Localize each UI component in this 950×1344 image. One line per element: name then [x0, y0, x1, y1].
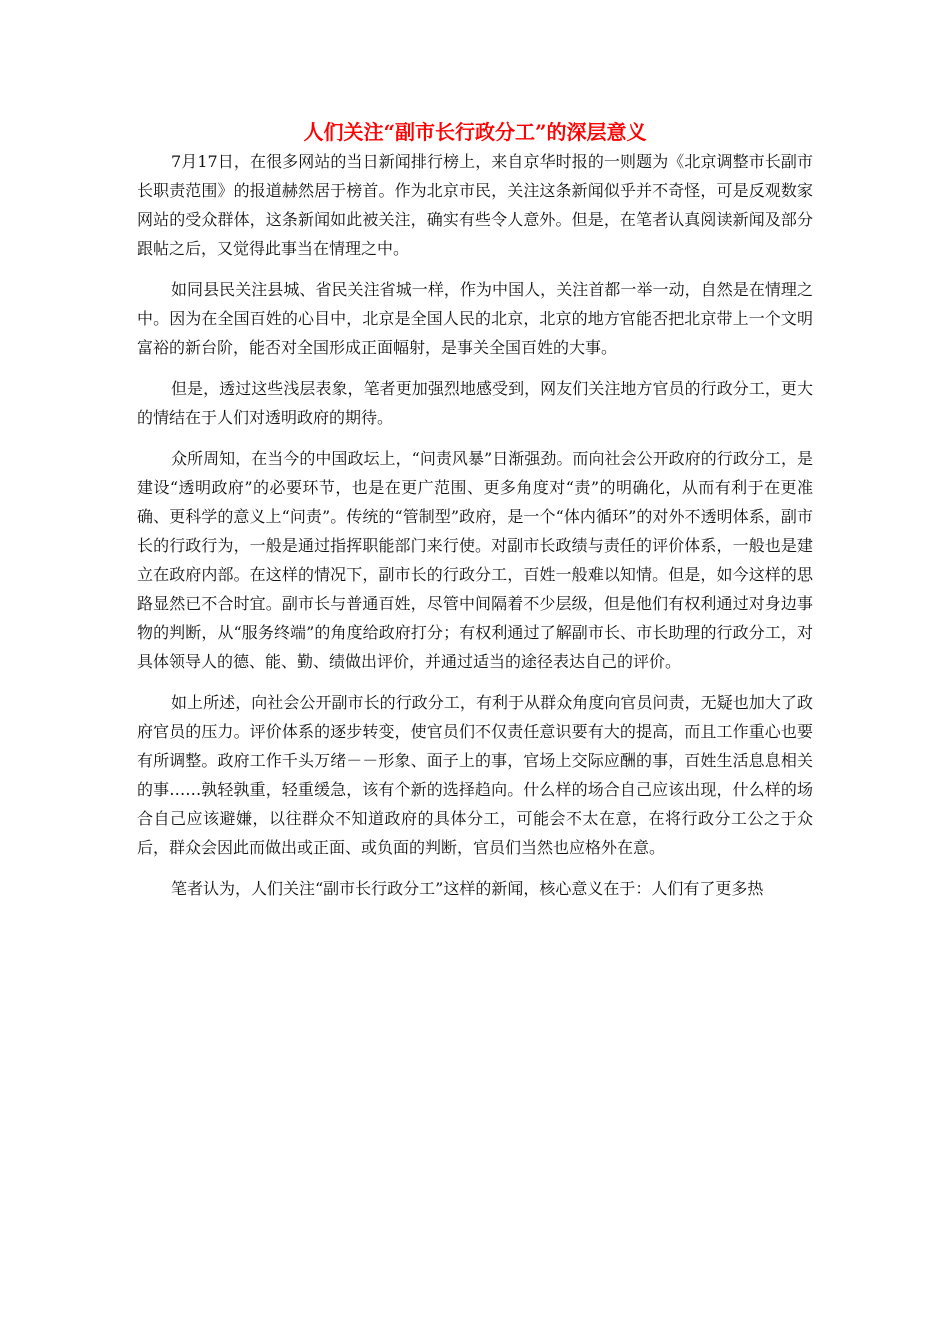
paragraph-1: 7月17日，在很多网站的当日新闻排行榜上，来自京华时报的一则题为《北京调整市长副市长职责范围》的报道赫然居于榜首。作为北京市民，关注这条新闻似乎并不奇怪，可是反观数家网站的受众群体，这条新闻如此被关注，确实有些令人意外。但是，在笔者认真阅读新闻及部分跟帖之后，又觉得此事当在情理之中。 — [137, 152, 813, 258]
paragraph-5: 如上所述，向社会公开副市长的行政分工，有利于从群众角度向官员问责，无疑也加大了政府官员的压力。评价体系的逐步转变，使官员们不仅责任意识要有大的提高，而且工作重心也要有所调整。政府工作千头万绪－－形象、面子上的事，官场上交际应酬的事，百姓生活息息相关的事……孰轻孰重，轻重缓急，该有个新的选择趋向。什么样的场合自己应该出现，什么样的场合自己应该避嫌，以往群众不知道政府的具体分工，可能会不太在意，在将行政分工公之于众后，群众会因此而做出或正面、或负面的判断，官员们当然也应格外在意。 — [137, 693, 813, 857]
paragraph-4: 众所周知，在当今的中国政坛上，“问责风暴”日渐强劲。而向社会公开政府的行政分工，是建设“透明政府”的必要环节，也是在更广范围、更多角度对“责”的明确化，从而有利于在更准确、更科学的意义上“问责”。传统的“管制型”政府，是一个“体内循环”的对外不透明体系，副市长的行政行为，一般是通过指挥职能部门来行使。对副市长政绩与责任的评价体系，一般也是建立在政府内部。在这样的情况下，副市长的行政分工，百姓一般难以知情。但是，如今这样的思路显然已不合时宜。副市长与普通百姓，尽管中间隔着不少层级，但是他们有权利通过对身边事物的判断，从“服务终端”的角度给政府打分；有权利通过了解副市长、市长助理的行政分工，对具体领导人的德、能、勤、绩做出评价，并通过适当的途径表达自己的评价。 — [137, 449, 813, 671]
paragraph-2: 如同县民关注县城、省民关注省城一样，作为中国人，关注首都一举一动，自然是在情理之中。因为在全国百姓的心目中，北京是全国人民的北京，北京的地方官能否把北京带上一个文明富裕的新台阶，能否对全国形成正面幅射，是事关全国百姓的大事。 — [137, 280, 813, 357]
document-title: 人们关注“副市长行政分工”的深层意义 — [303, 120, 647, 144]
paragraph-3: 但是，透过这些浅层表象，笔者更加强烈地感受到，网友们关注地方官员的行政分工，更大的情结在于人们对透明政府的期待。 — [137, 379, 813, 427]
document-body — [137, 147, 813, 915]
paragraph-6: 笔者认为，人们关注“副市长行政分工”这样的新闻，核心意义在于：人们有了更多热 — [171, 879, 764, 898]
